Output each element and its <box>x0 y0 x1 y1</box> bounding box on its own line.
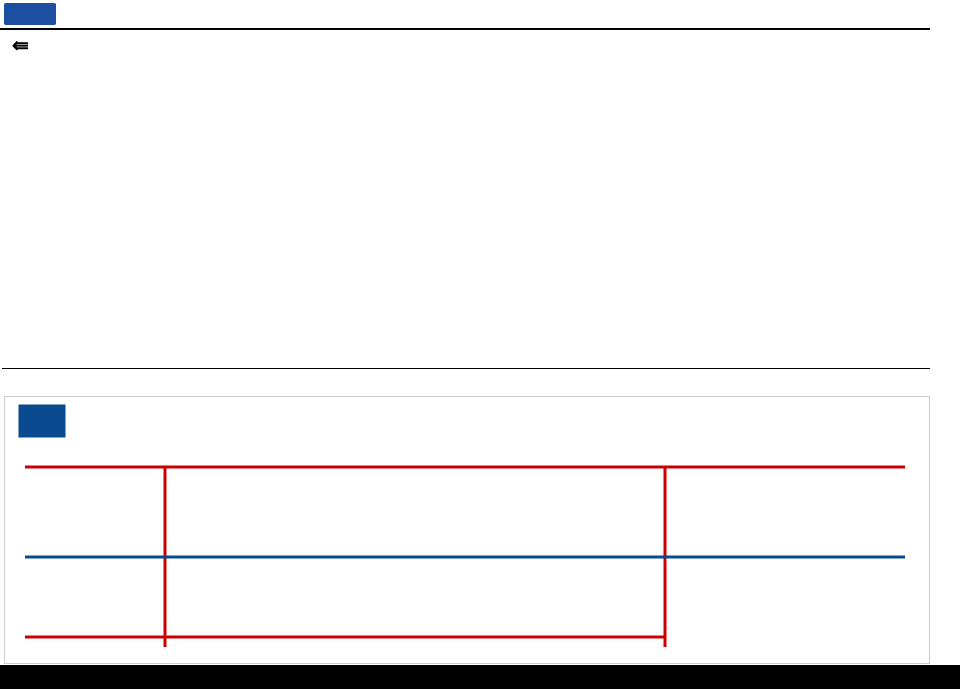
line-title <box>12 33 29 58</box>
route-map <box>4 396 930 664</box>
map-svg <box>5 397 929 663</box>
train-icon: ⇚ <box>12 35 29 57</box>
sz-logo <box>4 3 56 25</box>
pid-logo <box>19 405 65 437</box>
header-divider <box>0 28 930 30</box>
footer <box>0 665 960 689</box>
footnotes <box>2 368 930 392</box>
page-header <box>0 0 960 30</box>
